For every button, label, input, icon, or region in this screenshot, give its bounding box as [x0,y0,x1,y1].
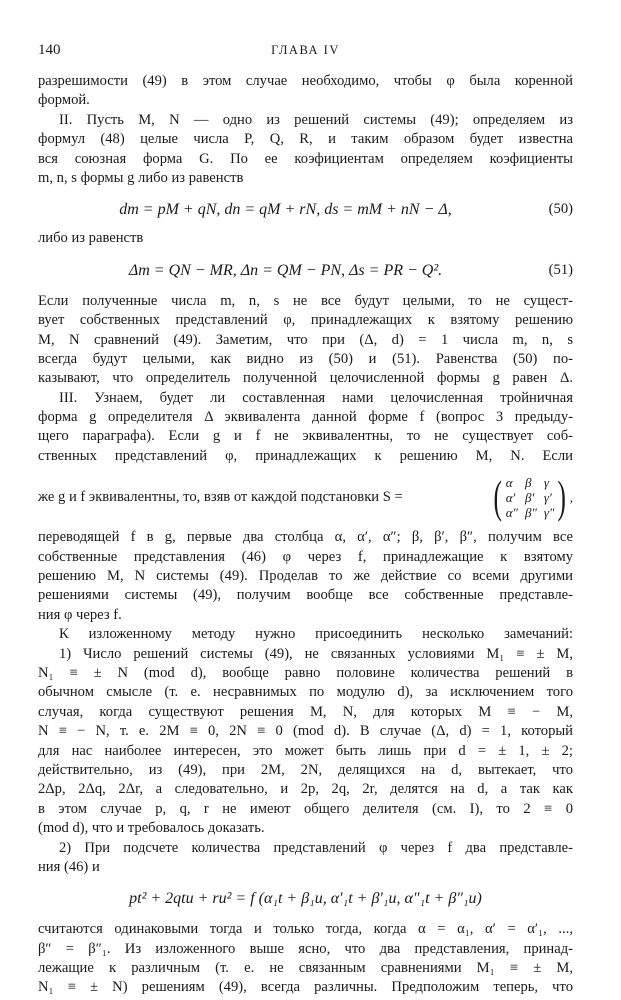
equation-50 [38,196,573,223]
matrix-cell: γ′ [543,489,552,505]
text-line: либо из равенств [38,230,144,247]
text-line: M, N сравнений (49). Заметим, что при (Δ, d) = 1 числа m, n, s [38,331,573,348]
equation-number: (51) [548,261,573,278]
text-line: форма g определителя Δ эквивалента данной форме f (вопрос 3 предыду- [38,409,573,426]
page-header [38,42,573,64]
equation-formula: dm = pM + qN, dn = qM + rN, ds = mM + nN − Δ, [119,201,452,219]
text-line: разрешимости (49) в этом случае необходимо, чтобы φ была коренной [38,73,573,89]
text-line: для нас наиболее интересен, это может быть лишь при d = ± 1, ± 2; [38,742,573,759]
text-line: обычном смысле (т. е. несравнимых по модулю d), за исключением того [38,684,573,701]
text-line: ния φ через f. [38,606,122,623]
matrix-cell: β″ [524,504,537,520]
equation-51 [38,257,573,284]
equation-formula: Δm = QN − MR, Δn = QM − PN, Δs = PR − Q². [128,261,443,279]
text-line: же g и f эквивалентны, то, взяв от каждой подстановки S = [38,488,403,505]
text-line: собственные представления (46) φ через f, принадлежащие к взятому [38,548,573,565]
text-line: ния (46) и [38,858,100,875]
text-line: 2Δp, 2Δq, 2Δr, а следовательно, и 2p, 2q, 2r, делятся на d, а так как [38,781,573,798]
right-paren: ) [557,471,567,523]
text-line: переводящей f в g, первые два столбца α, α′, α″; β, β′, β″, получим все [38,529,573,546]
page-number: 140 [38,42,61,58]
text-line: случая, когда существуют решения M, N, для которых M ≡ − M, [38,703,573,720]
matrix-cell: γ [543,474,549,490]
text-line: N₁ ≡ ± N) решениям (49), всегда различны. Предположим теперь, что [38,979,573,996]
matrix-cell: α′ [505,489,516,505]
matrix-line [38,466,573,528]
matrix-grid [506,475,555,520]
matrix-cell: β [524,474,532,490]
substitution-matrix [490,471,573,523]
text-line: лежащие к различным (т. е. не связанным сравнениями M₁ ≡ ± M, [38,960,573,977]
text-line: в этом случае p, q, r не имеют общего делителя (см. I), то 2 ≡ 0 [38,800,573,817]
matrix-cell: α [505,474,513,490]
text-line: Если полученные числа m, n, s не все будут целыми, то не сущест- [38,292,573,309]
page-body [38,72,573,998]
text-line: казывают, что определитель полученной целочисленной формы g равен Δ. [38,370,573,387]
left-paren: ( [493,471,503,523]
text-line: III. Узнаем, будет ли составленная нами целочисленная тройничная [59,389,573,406]
text-line: II. Пусть M, N — одно из решений системы (49); определяем из [59,111,573,128]
text-line: считаются одинаковыми тогда и только тогда, когда α = α₁, α′ = α′₁, ..., [38,921,573,938]
text-line: решению M, N системы (49). Проделав то же действие со всеми другими [38,568,573,585]
text-line: вует собственных представлений φ, принадлежащих к взятому решению [38,312,573,329]
text-line: формул (48) целые числа P, Q, R, и таким образом будет известна [38,131,573,148]
text-line: ственных представлений φ, принадлежащих к решению M, N. Если [38,447,573,464]
matrix-cell: γ″ [543,504,555,520]
text-line: действительно, из (49), при 2M, 2N, делящихся на d, вытекает, что [38,761,573,778]
text-line: m, n, s формы g либо из равенств [38,169,244,186]
text-line: вся союзная форма G. По ее коэфициентам определяем коэфициенты [38,150,573,167]
equation-number: (50) [548,201,573,218]
matrix-cell: β′ [524,489,535,505]
matrix-cell: α″ [505,504,518,520]
text-line: щего параграфа). Если g и f не эквивалентны, то не существует соб- [38,428,573,445]
matrix-trailing: , [569,489,573,505]
text-line: N ≡ − N, т. е. 2M ≡ 0, 2N ≡ 0 (mod d). В случае (Δ, d) = 1, который [38,723,573,740]
text-line: N₁ ≡ ± N (mod d), вообще равно половине количества решений в [38,664,573,681]
text-line: (mod d), что и требовалось доказать. [38,820,265,837]
chapter-title: ГЛАВА IV [271,43,340,57]
text-line: β″ = β″₁. Из изложенного выше ясно, что два представления, принад- [38,940,573,957]
text-line: решениями системы (49), получим вообще все собственные представле- [38,587,573,604]
text-line: 2) При подсчете количества представлений φ через f два представле- [59,839,573,856]
text-line: 1) Число решений системы (49), не связанных условиями M₁ ≡ ± M, [59,645,573,662]
text-line: всегда будут целыми, как видно из (50) и (51). Равенства (50) по- [38,350,573,367]
text-line: К изложенному методу нужно присоединить несколько замечаний: [59,626,573,643]
equation-representation [38,885,573,912]
text-line: формой. [38,92,90,109]
equation-formula: pt² + 2qtu + ru² = f (α₁t + β₁u, α′₁t + β′₁u, α″₁t + β″₁u) [129,890,482,908]
